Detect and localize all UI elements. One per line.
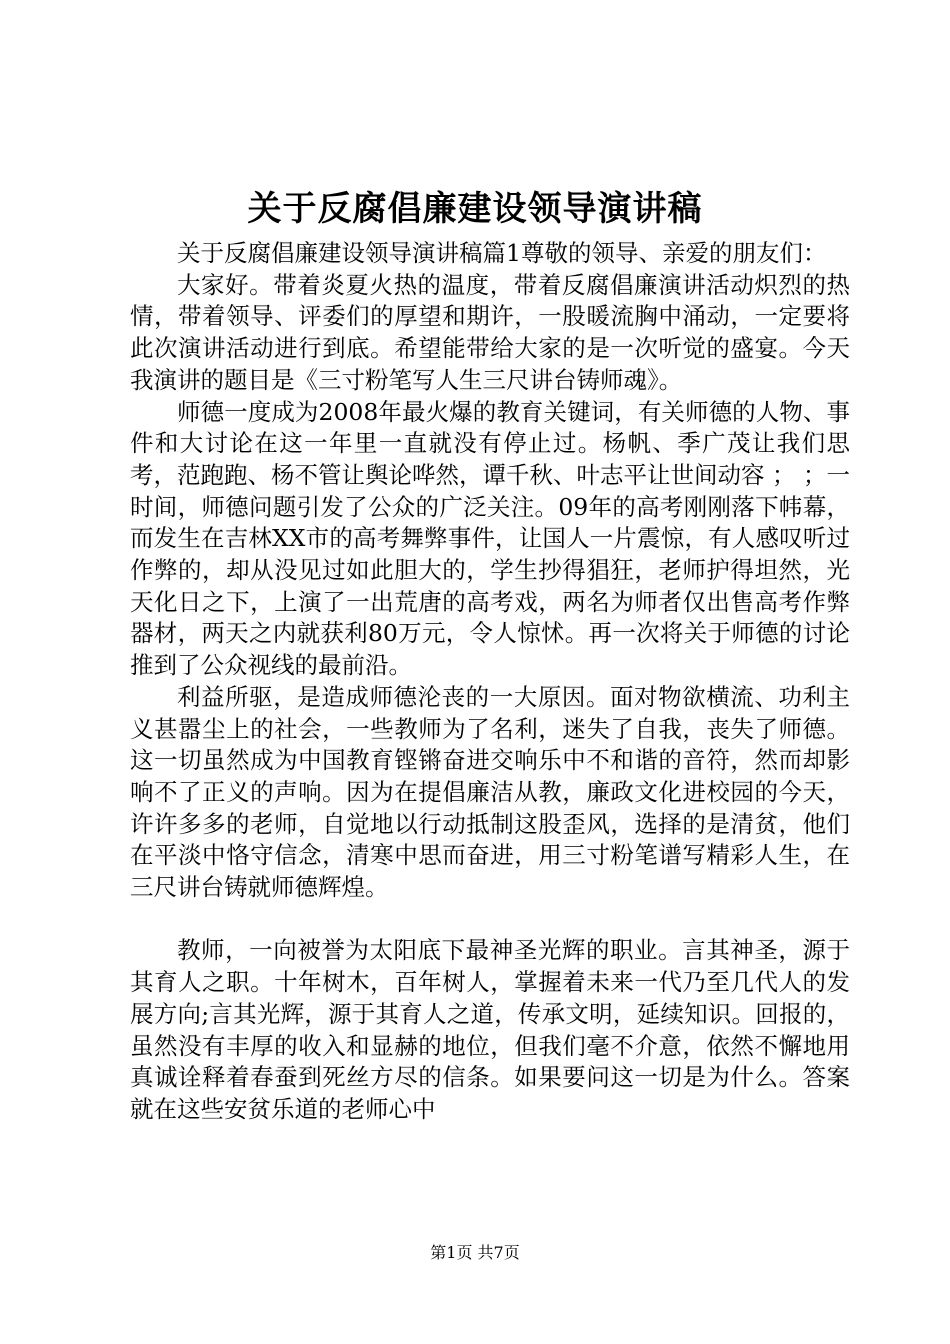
paragraph-5: 教师，一向被誉为太阳底下最神圣光辉的职业。言其神圣，源于其育人之职。十年树木，百年树人，掌握着未来一代乃至几代人的发展方向;言其光辉，源于其育人之道，传承文明，延续知识。回报的，虽然没有丰厚的收入和显赫的地位，但我们毫不介意，依然不懈地用真诚诠释着春蚕到死丝方尽的信条。如果要问这一切是为什么。答案就在这些安贫乐道的老师心中 (130, 936, 850, 1123)
paragraph-spacer (130, 904, 850, 936)
paragraph-4: 利益所驱，是造成师德沦丧的一大原因。面对物欲横流、功利主义甚嚣尘上的社会，一些教师为了名利，迷失了自我，丧失了师德。这一切虽然成为中国教育铿锵奋进交响乐中不和谐的音符，然而却影响不了正义的声响。因为在提倡廉洁从教，廉政文化进校园的今天，许许多多的老师，自觉地以行动抵制这股歪风，选择的是清贫，他们在平淡中恪守信念，清寒中思而奋进，用三寸粉笔谱写精彩人生，在三尺讲台铸就师德辉煌。 (130, 682, 850, 902)
paragraph-3: 师德一度成为2008年最火爆的教育关键词，有关师德的人物、事件和大讨论在这一年里一直就没有停止过。杨帆、季广茂让我们思考，范跑跑、杨不管让舆论哗然，谭千秋、叶志平让世间动容 ； ；一时间，师德问题引发了公众的广泛关注。09年的高考刚刚落下帏幕，而发生在吉林XX市的高考舞弊事件，让国人一片震惊，有人感叹听过作弊的，却从没见过如此胆大的，学生抄得猖狂，老师护得坦然，光天化日之下，上演了一出荒唐的高考戏，两名为师者仅出售高考作弊器材，两天之内就获利80万元，令人惊怵。再一次将关于师德的讨论推到了公众视线的最前沿。 (130, 397, 850, 680)
paragraph-2: 大家好。带着炎夏火热的温度，带着反腐倡廉演讲活动炽烈的热情，带着领导、评委们的厚望和期许，一股暖流胸中涌动，一定要将此次演讲活动进行到底。希望能带给大家的是一次听觉的盛宴。今天我演讲的题目是《三寸粉笔写人生三尺讲台铸师魂》。 (130, 270, 850, 394)
document-title: 关于反腐倡廉建设领导演讲稿 (247, 189, 703, 229)
paragraph-1: 关于反腐倡廉建设领导演讲稿篇1尊敬的领导、亲爱的朋友们： (177, 239, 827, 267)
document-body (130, 238, 850, 1126)
page-number-footer: 第1页 共7页 (430, 1243, 520, 1262)
